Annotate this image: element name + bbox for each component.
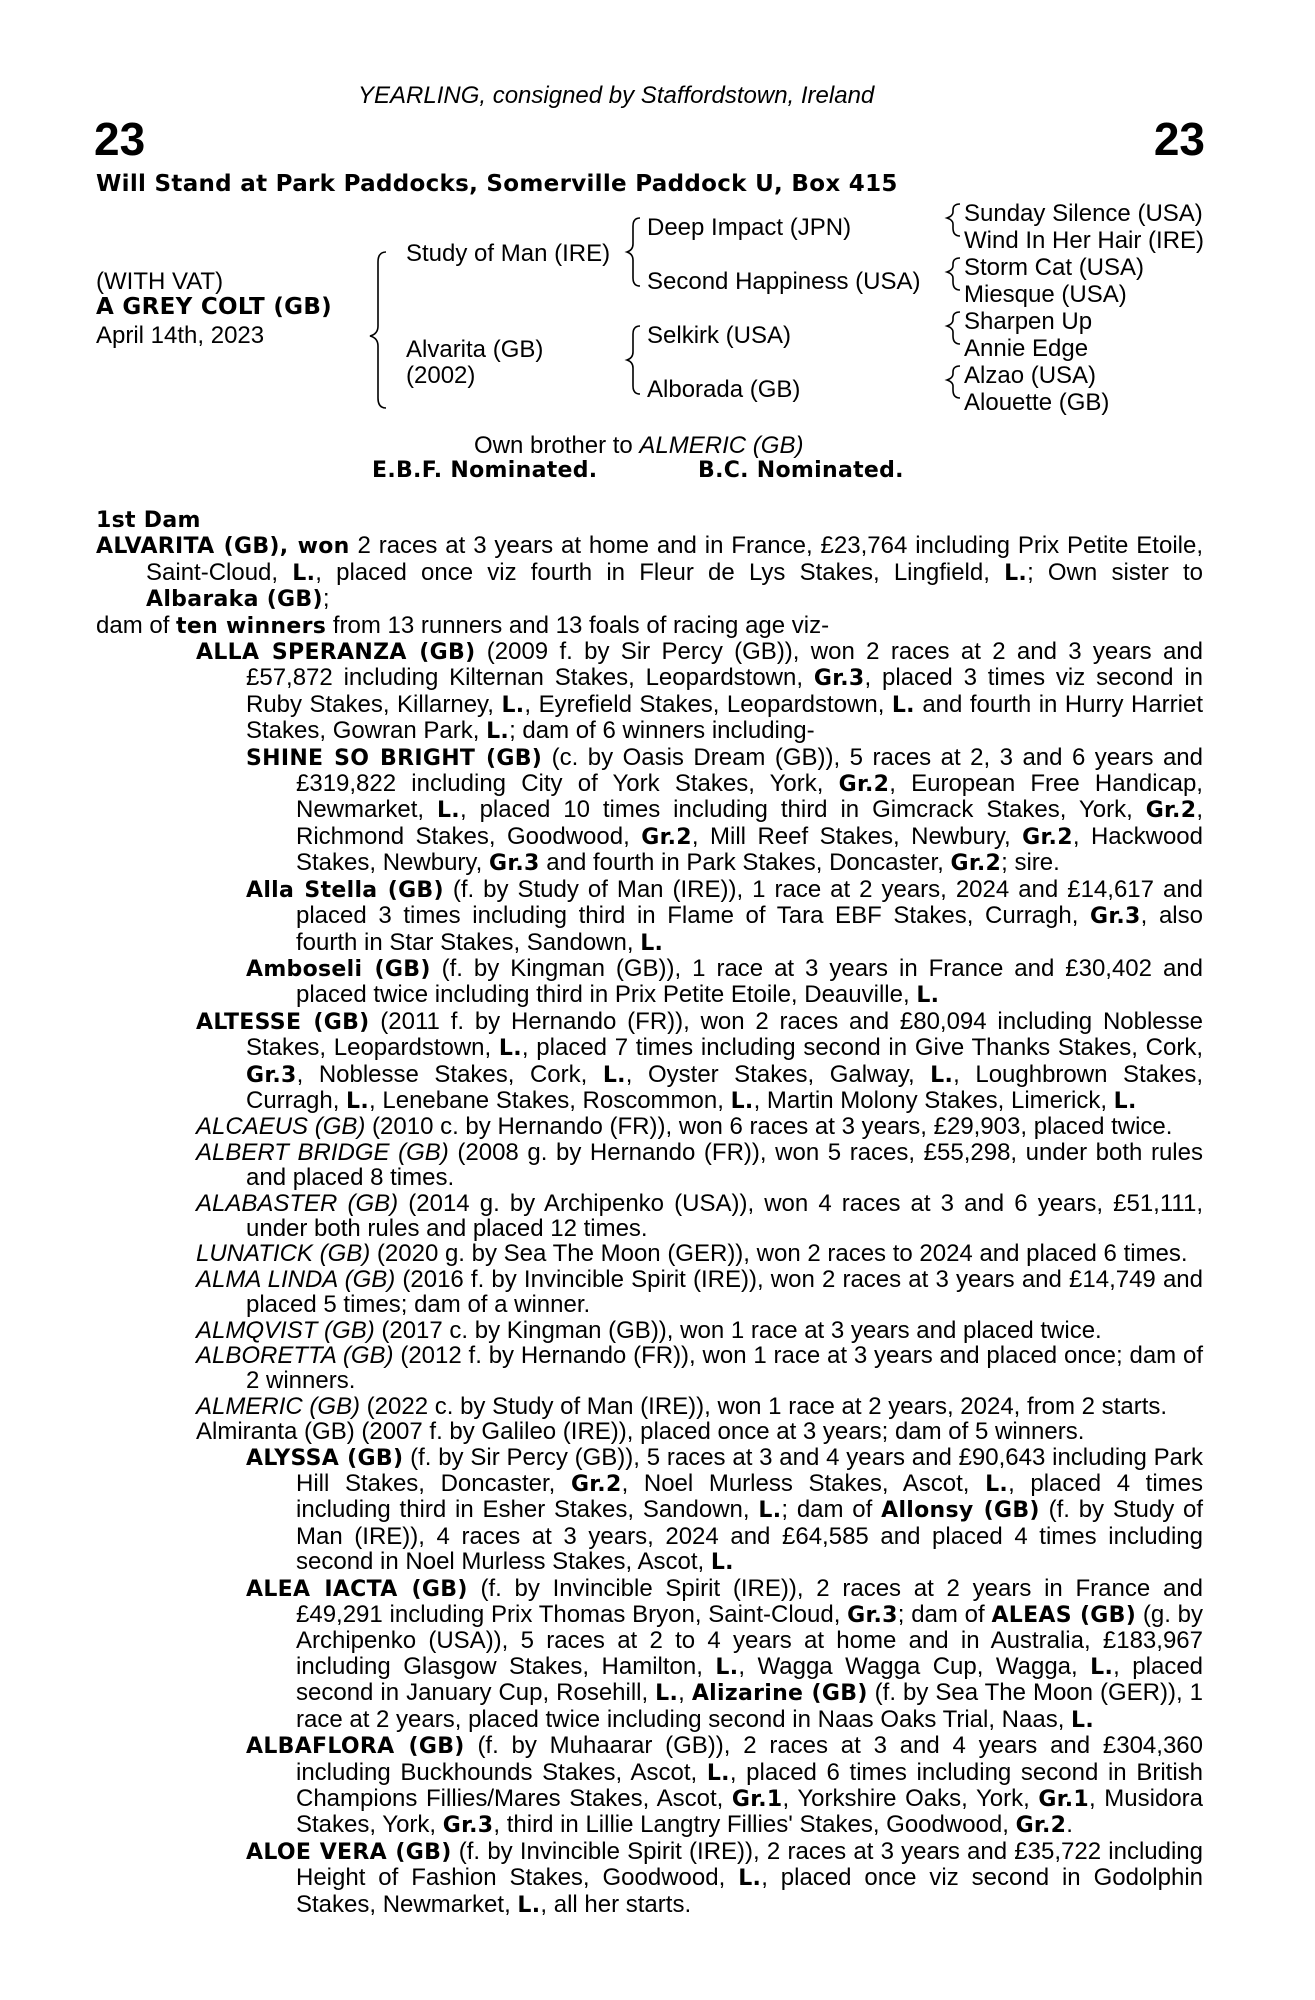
gen3-5: Sharpen Up	[964, 308, 1093, 335]
bold-run: L.	[715, 1654, 739, 1680]
text-run: , placed 3 times viz second in Ruby Stakes, Killarney,	[246, 664, 1204, 718]
text-run: , placed once viz fourth in Fleur de Lys Stakes, Lingfield,	[315, 558, 1005, 586]
bold-run: ALLA SPERANZA (GB)	[196, 640, 476, 666]
dam-paragraph	[96, 613, 1203, 639]
text-run: from 13 runners and 13 foals of racing age viz-	[326, 611, 830, 639]
bold-run: L.	[891, 692, 915, 718]
text-run: (f. by Study of Man (IRE)), 1 race at 2 years, 2024 and £14,617 and placed 3 times including third in Flame of Tara EBF Stakes, Curragh,	[296, 875, 1204, 930]
dam-paragraph	[96, 1419, 1203, 1444]
text-run: (f. by Muhaarar (GB)), 2 races at 3 and 4 years and £304,360 including Buckhounds Stakes, Ascot,	[296, 1732, 1203, 1786]
text-run: ; dam of 6 winners including-	[509, 717, 815, 745]
dam-paragraphs	[96, 533, 1203, 1918]
bold-run: Alizarine (GB)	[691, 1681, 868, 1707]
text-run: , Yorkshire Oaks, York,	[782, 1784, 1039, 1812]
dam-paragraph	[96, 1241, 1203, 1266]
sire-name: Study of Man (IRE)	[406, 240, 611, 267]
bold-run: Gr.3	[847, 1603, 898, 1629]
vat-label: (WITH VAT)	[96, 268, 224, 295]
gen3-8: Alouette (GB)	[964, 389, 1110, 416]
text-run: , placed 4 times including third in Esher Stakes, Sandown,	[296, 1470, 1203, 1524]
bold-run: Gr.3	[813, 666, 865, 692]
dam-paragraph	[96, 1576, 1203, 1733]
dam-paragraph	[96, 1343, 1203, 1394]
text-run: , placed second in January Cup, Rosehill,	[296, 1652, 1204, 1707]
bold-run: L.	[706, 1760, 730, 1786]
bold-run: , won	[279, 534, 350, 560]
text-run: ; sire.	[1001, 849, 1060, 877]
dam-section-header: 1st Dam	[96, 508, 201, 533]
dam-year: (2002)	[406, 362, 476, 389]
text-run: , Hackwood Stakes, Newbury,	[296, 822, 1203, 877]
lot-number-right: 23	[1153, 113, 1205, 165]
dam-sire-name: Selkirk (USA)	[647, 322, 792, 349]
bold-run: ALVARITA (GB)	[96, 534, 280, 560]
ebf-nomination: E.B.F. Nominated.	[372, 458, 598, 483]
bold-run: Gr.3	[246, 1062, 297, 1088]
bold-run: Gr.2	[838, 772, 890, 798]
bold-run: L.	[346, 1088, 370, 1114]
text-run: (g. by Archipenko (USA)), 5 races at 2 to 4 years at home and in Australia, £183,967 including Glasgow Stakes, Hamilton,	[296, 1601, 1203, 1680]
bold-run: SHINE SO BRIGHT (GB)	[246, 745, 543, 771]
text-run: ,	[678, 1679, 692, 1707]
bold-run: Gr.1	[1038, 1786, 1090, 1812]
text-run: , Richmond Stakes, Goodwood,	[296, 796, 1203, 850]
text-run: (c. by Oasis Dream (GB)), 5 races at 2, 3 and 6 years and £319,822 including City of York Stakes, York,	[296, 743, 1203, 798]
dam-paragraph	[96, 956, 1203, 1009]
gen3-1: Sunday Silence (USA)	[964, 200, 1203, 227]
bold-run: Gr.2	[1145, 798, 1197, 824]
bold-run: ALBAFLORA (GB)	[246, 1734, 465, 1760]
bold-run: L.	[486, 719, 510, 745]
text-run: , placed 7 times including second in Give Thanks Stakes, Cork,	[521, 1034, 1203, 1062]
bold-run: L.	[930, 1062, 954, 1088]
dam-paragraph	[96, 1140, 1203, 1191]
bold-run: ALYSSA (GB)	[246, 1445, 404, 1471]
bold-run: L.	[517, 1892, 541, 1918]
bold-run: L.	[758, 1498, 782, 1524]
dam-paragraph	[96, 877, 1203, 956]
text-run: and fourth in Park Stakes, Doncaster,	[539, 849, 951, 877]
text-run: , Noblesse Stakes, Cork,	[296, 1060, 603, 1088]
gen3-2: Wind In Her Hair (IRE)	[964, 227, 1205, 254]
text-run: (2020 g. by Sea The Moon (GER)), won 2 races to 2024 and placed 6 times.	[370, 1240, 1188, 1268]
bold-run: Gr.2	[1015, 1813, 1067, 1839]
text-run: , Mill Reef Stakes, Newbury,	[691, 822, 1023, 850]
dam-name: Alvarita (GB)	[406, 336, 544, 363]
gen3-6: Annie Edge	[964, 335, 1089, 362]
bold-run: ALEA IACTA (GB)	[246, 1576, 468, 1602]
bold-run: L.	[730, 1088, 754, 1114]
text-run: , Loughbrown Stakes, Curragh,	[246, 1060, 1204, 1114]
bold-run: L.	[501, 692, 525, 718]
consignor-heading: YEARLING, consigned by Staffordstown, Ireland	[358, 82, 875, 109]
gen3-7: Alzao (USA)	[964, 362, 1097, 389]
italic-run: ALMERIC (GB)	[196, 1392, 361, 1420]
dam-paragraph	[96, 1394, 1203, 1419]
italic-run: ALCAEUS (GB)	[196, 1113, 366, 1141]
bold-run: Gr.2	[641, 824, 692, 850]
text-run: , Noel Murless Stakes, Ascot,	[621, 1470, 986, 1498]
dam-dam-name: Alborada (GB)	[647, 376, 801, 403]
bold-run: Gr.2	[950, 851, 1002, 877]
text-run: (2011 f. by Hernando (FR)), won 2 races and £80,094 including Noblesse Stakes, Leopardstown,	[246, 1007, 1203, 1062]
text-run: (2017 c. by Kingman (GB)), won 1 race at 3 years and placed twice.	[374, 1316, 1102, 1344]
bold-run: L.	[710, 1550, 734, 1576]
text-run: , Eyrefield Stakes, Leopardstown,	[524, 690, 892, 718]
dam-paragraph	[96, 639, 1203, 745]
dam-paragraph	[96, 1445, 1203, 1576]
dam-paragraph	[96, 533, 1203, 612]
bold-run: Gr.3	[1090, 904, 1141, 930]
text-run: Almiranta (GB) (2007 f. by Galileo (IRE)), placed once at 3 years; dam of 5 winners.	[196, 1418, 1085, 1446]
bc-nomination: B.C. Nominated.	[698, 458, 904, 483]
text-run: (2016 f. by Invincible Spirit (IRE)), won 2 races at 3 years and £14,749 and placed 5 times; dam of a winner.	[246, 1265, 1203, 1319]
text-run: , placed 6 times including second in British Champions Fillies/Mares Stakes, Ascot,	[296, 1758, 1203, 1812]
dam-paragraph	[96, 1318, 1203, 1343]
text-run: 2 races at 3 years at home and in France, £23,764 including Prix Petite Etoile, Saint-Cloud,	[146, 532, 1203, 586]
dam-section	[96, 508, 1203, 1918]
bold-run: L.	[738, 1866, 762, 1892]
bold-run: L.	[436, 798, 460, 824]
bold-run: Amboseli (GB)	[246, 956, 431, 982]
bold-run: Gr.3	[488, 851, 540, 877]
bold-run: Gr.2	[1022, 824, 1073, 850]
italic-run: LUNATICK (GB)	[196, 1240, 371, 1268]
text-run: (2014 g. by Archipenko (USA)), won 4 races at 3 and 6 years, £51,111, under both rules and placed 12 times.	[246, 1189, 1204, 1242]
bold-run: ALEAS (GB)	[991, 1603, 1137, 1629]
text-run: , European Free Handicap, Newmarket,	[296, 770, 1203, 824]
text-run: (2012 f. by Hernando (FR)), won 1 race at 3 years and placed once; dam of 2 winners.	[246, 1342, 1204, 1395]
lot-number-left: 23	[94, 113, 146, 165]
italic-run: ALBERT BRIDGE (GB)	[196, 1138, 449, 1166]
bold-run: L.	[655, 1681, 679, 1707]
text-run: (f. by Study of Man (IRE)), 4 races at 3 years, 2024 and £64,585 and placed 4 times including second in Noel Murless Stakes, Ascot,	[296, 1496, 1204, 1576]
bold-run: L.	[1113, 1088, 1137, 1114]
text-run: (f. by Invincible Spirit (IRE)), 2 races at 2 years in France and £49,291 including Prix Thomas Bryon, Saint-Cloud,	[296, 1574, 1203, 1629]
bold-run: Gr.1	[731, 1786, 783, 1812]
dam-paragraph	[96, 745, 1203, 877]
italic-run: ALABASTER (GB)	[196, 1189, 399, 1217]
gen3-4: Miesque (USA)	[964, 281, 1127, 308]
text-run: (f. by Sea The Moon (GER)), 1 race at 2 years, placed twice including second in Naas Oaks Trial, Naas,	[296, 1679, 1203, 1733]
bold-run: L.	[916, 983, 940, 1009]
text-run: (2010 c. by Hernando (FR)), won 6 races at 3 years, £29,903, placed twice.	[365, 1113, 1173, 1141]
text-run: , Lenebane Stakes, Roscommon,	[369, 1086, 731, 1114]
bold-run: Gr.3	[442, 1813, 494, 1839]
bold-run: L.	[1071, 1707, 1095, 1733]
text-run: ; Own sister to	[1027, 558, 1203, 586]
dam-paragraph	[96, 1267, 1203, 1318]
bold-run: L.	[498, 1036, 522, 1062]
text-run: , placed once viz second in Godolphin Stakes, Newmarket,	[296, 1864, 1204, 1918]
bold-run: L.	[292, 560, 316, 586]
text-run: and fourth in Hurry Harriet Stakes, Gowran Park,	[246, 690, 1204, 745]
text-run: ;	[322, 585, 330, 613]
stand-location: Will Stand at Park Paddocks, Somerville Paddock U, Box 415	[96, 171, 898, 197]
bold-run: L.	[985, 1472, 1009, 1498]
bold-run: L.	[602, 1062, 626, 1088]
italic-run: ALMQVIST (GB)	[196, 1316, 375, 1344]
italic-run: ALBORETTA (GB)	[196, 1342, 394, 1369]
text-run: (2022 c. by Study of Man (IRE)), won 1 race at 2 years, 2024, from 2 starts.	[360, 1392, 1168, 1420]
sire-sire-name: Deep Impact (JPN)	[647, 214, 852, 241]
lot-title: A GREY COLT (GB)	[96, 294, 332, 320]
dam-paragraph	[96, 1114, 1203, 1139]
bold-run: Alla Stella (GB)	[246, 877, 444, 903]
bold-run: Allonsy (GB)	[881, 1498, 1040, 1524]
dam-paragraph	[96, 1009, 1203, 1115]
dam-paragraph	[96, 1733, 1203, 1839]
bold-run: ALTESSE (GB)	[196, 1009, 370, 1035]
text-run: , placed 10 times including third in Gimcrack Stakes, York,	[459, 796, 1146, 824]
bold-run: ten winners	[176, 613, 327, 639]
dam-paragraph	[96, 1191, 1203, 1242]
text-run: (2008 g. by Hernando (FR)), won 5 races, £55,298, under both rules and placed 8 times.	[246, 1138, 1203, 1192]
bold-run: Gr.2	[570, 1472, 622, 1498]
text-run: (2009 f. by Sir Percy (GB)), won 2 races at 2 and 3 years and £57,872 including Kilternan Stakes, Leopardstown,	[246, 638, 1203, 692]
bold-run: Albaraka (GB)	[146, 587, 323, 613]
own-brother-prefix: Own brother to	[474, 432, 640, 459]
text-run: (f. by Kingman (GB)), 1 race at 3 years in France and £30,402 and placed twice including third in Prix Petite Etoile, Deauville,	[296, 954, 1203, 1009]
text-run: , also fourth in Star Stakes, Sandown,	[296, 902, 1203, 956]
bold-run: ALOE VERA (GB)	[246, 1839, 452, 1865]
text-run: , Wagga Wagga Cup, Wagga,	[738, 1652, 1091, 1680]
italic-run: ALMA LINDA (GB)	[196, 1265, 396, 1293]
text-run: ; dam of	[781, 1496, 882, 1524]
text-run: , all her starts.	[540, 1890, 692, 1918]
text-run: (f. by Sir Percy (GB)), 5 races at 3 and 4 years and £90,643 including Park Hill Stakes, Doncaster,	[296, 1443, 1204, 1498]
foaling-date: April 14th, 2023	[96, 322, 265, 349]
text-run: , Oyster Stakes, Galway,	[625, 1060, 931, 1088]
own-brother-name: ALMERIC (GB)	[639, 432, 804, 459]
bold-run: L.	[640, 930, 664, 956]
bold-run: L.	[1090, 1654, 1114, 1680]
text-run: dam of	[96, 611, 177, 639]
text-run: , Musidora Stakes, York,	[296, 1784, 1204, 1839]
dam-paragraph	[96, 1839, 1203, 1918]
text-run: , third in Lillie Langtry Fillies' Stakes, Goodwood,	[493, 1811, 1016, 1839]
text-run: (f. by Invincible Spirit (IRE)), 2 races at 3 years and £35,722 including Height of Fashion Stakes, Goodwood,	[296, 1837, 1203, 1892]
text-run: .	[1066, 1811, 1073, 1839]
own-brother-line	[474, 432, 803, 460]
gen3-3: Storm Cat (USA)	[964, 254, 1145, 281]
text-run: , Martin Molony Stakes, Limerick,	[753, 1086, 1114, 1114]
text-run: ; dam of	[897, 1601, 992, 1629]
sire-dam-name: Second Happiness (USA)	[647, 268, 921, 295]
bold-run: L.	[1004, 560, 1028, 586]
